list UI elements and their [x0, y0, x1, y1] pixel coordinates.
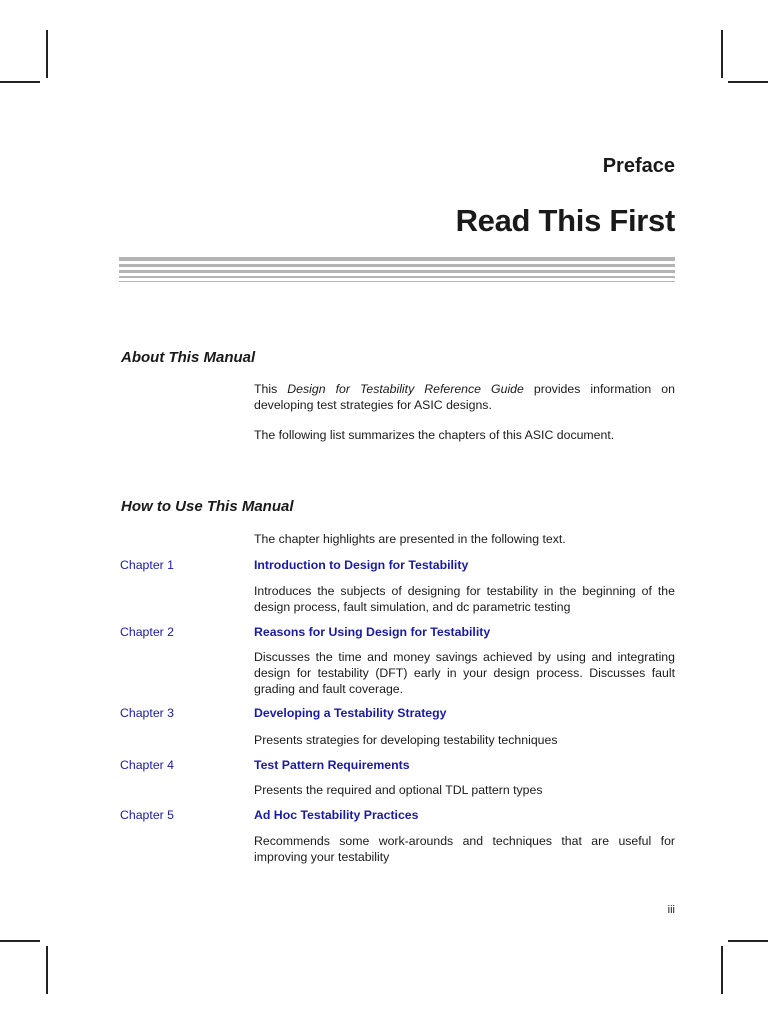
page-title: Read This First: [455, 203, 675, 238]
about-para1-pre: This: [254, 382, 288, 396]
chapter-2-description: Discusses the time and money savings achieved by using and integrating design for testability (DFT) early in your design process. Discusses fault grading and fault coverage.: [254, 650, 675, 696]
chapter-3-label[interactable]: Chapter 3: [120, 706, 175, 720]
howto-intro: The chapter highlights are presented in the following text.: [254, 532, 566, 546]
crop-mark-bottom-right-horizontal: [728, 940, 768, 942]
preface-label: Preface: [602, 155, 675, 177]
crop-mark-bottom-right-vertical: [721, 946, 723, 994]
chapter-2-title-link[interactable]: Reasons for Using Design for Testability: [254, 625, 491, 639]
crop-mark-bottom-left-horizontal: [0, 940, 40, 942]
rule-line: [119, 270, 675, 273]
crop-mark-top-right-vertical: [721, 30, 723, 78]
page-number: iii: [667, 904, 675, 916]
title-rule-lines: [119, 257, 675, 285]
about-paragraph-2: The following list summarizes the chapters of this ASIC document.: [254, 428, 615, 442]
chapter-4-label[interactable]: Chapter 4: [120, 758, 175, 772]
rule-line: [119, 264, 675, 267]
crop-mark-top-left-vertical: [46, 30, 48, 78]
chapter-4-title-link[interactable]: Test Pattern Requirements: [254, 758, 410, 772]
chapter-5-label[interactable]: Chapter 5: [120, 808, 175, 822]
rule-line: [119, 257, 675, 261]
chapter-3-description: Presents strategies for developing testability techniques: [254, 733, 558, 747]
chapter-4-description: Presents the required and optional TDL pattern types: [254, 783, 543, 797]
chapter-3-title-link[interactable]: Developing a Testability Strategy: [254, 706, 447, 720]
crop-mark-top-left-horizontal: [0, 81, 40, 83]
crop-mark-bottom-left-vertical: [46, 946, 48, 994]
rule-line: [119, 281, 675, 282]
chapter-2-label[interactable]: Chapter 2: [120, 625, 175, 639]
crop-mark-top-right-horizontal: [728, 81, 768, 83]
chapter-5-description: Recommends some work-arounds and techniques that are useful for improving your testability: [254, 834, 675, 864]
section-heading-about: About This Manual: [121, 349, 256, 366]
about-paragraph-1: [254, 381, 675, 413]
chapter-1-description: Introduces the subjects of designing for testability in the beginning of the design process, fault simulation, and dc parametric testing: [254, 584, 675, 614]
rule-line: [119, 276, 675, 278]
chapter-1-title-link[interactable]: Introduction to Design for Testability: [254, 558, 469, 572]
about-para1-post: provides information on developing test strategies for ASIC designs.: [254, 382, 675, 412]
manual-title-italic: Design for Testability Reference Guide: [287, 382, 524, 396]
chapter-5-title-link[interactable]: Ad Hoc Testability Practices: [254, 808, 419, 822]
chapter-1-label[interactable]: Chapter 1: [120, 558, 175, 572]
section-heading-howto: How to Use This Manual: [121, 498, 294, 515]
